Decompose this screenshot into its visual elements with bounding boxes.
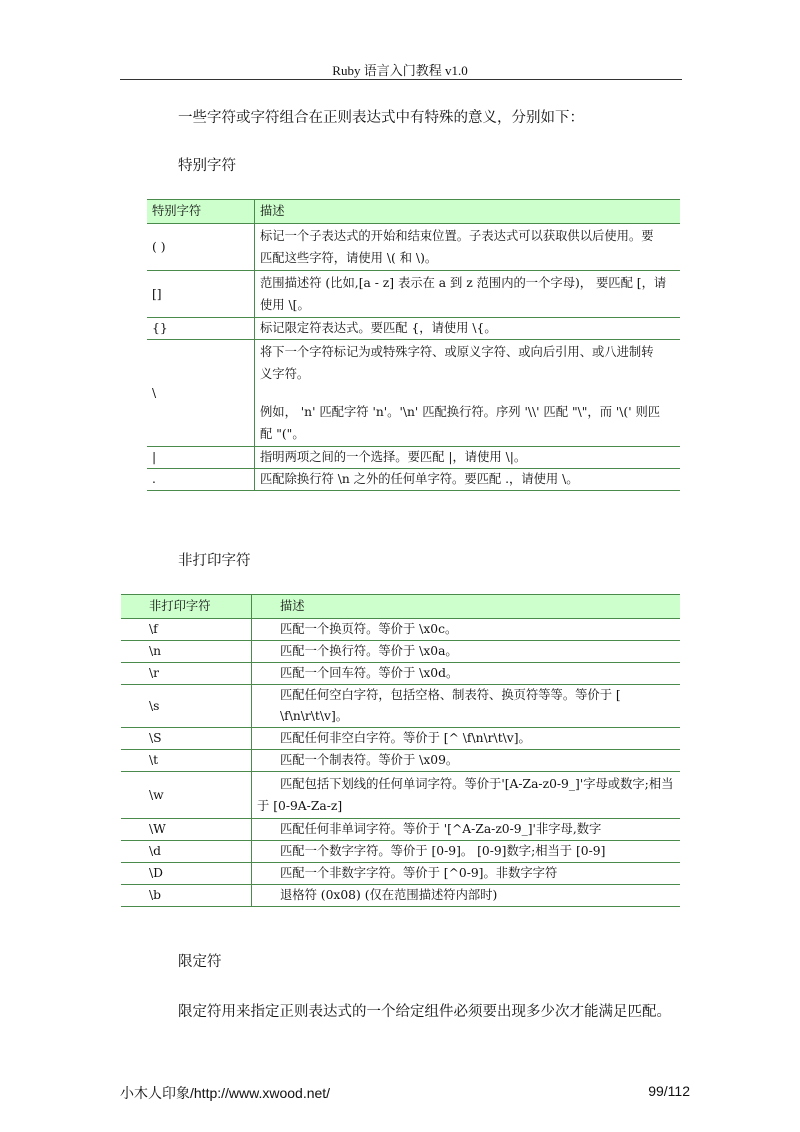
desc-line: 范围描述符 (比如,[a - z] 表示在 a 到 z 范围内的一个字母)， 要匹配 [，请: [260, 276, 667, 290]
char-cell: \t: [121, 750, 252, 772]
desc-cell: [252, 772, 681, 819]
desc-line: 使用 \[。: [260, 298, 310, 312]
footer-site-link: 小木人印象/http://www.xwood.net/: [120, 1085, 331, 1101]
section-title-quantifiers: 限定符: [178, 954, 222, 970]
desc-line: 标记一个子表达式的开始和结束位置。子表达式可以获取供以后使用。要: [260, 229, 654, 243]
table-row: [121, 619, 680, 641]
desc-cell: 匹配一个换行符。等价于 \x0a。: [252, 641, 681, 663]
char-cell: \S: [121, 728, 252, 750]
table-row: [121, 885, 680, 907]
desc-cell: 匹配任何空白字符，包括空格、制表符、换页符等等。等价于 [ \f\n\r\t\v]。: [252, 685, 681, 728]
desc-line: 匹配包括下划线的任何单词字符。等价于'[A-Za-z0-9_]'字母或数字;相当: [280, 777, 674, 791]
desc-cell: 匹配一个回车符。等价于 \x0d。: [252, 663, 681, 685]
desc-line: 例如， 'n' 匹配字符 'n'。'\n' 匹配换行符。序列 '\\' 匹配 "\"，而 '\(' 则匹: [260, 405, 661, 419]
section-title-special-chars: 特别字符: [178, 158, 236, 174]
desc-cell: 匹配除换行符 \n 之外的任何单字符。要匹配 .，请使用 \。: [255, 469, 681, 491]
desc-cell: 退格符 (0x08) (仅在范围描述符内部时): [252, 885, 681, 907]
char-cell: \: [147, 340, 255, 447]
table-row: [121, 841, 680, 863]
char-cell: \r: [121, 663, 252, 685]
desc-cell: 匹配一个数字字符。等价于 [0-9]。 [0-9]数字;相当于 [0-9]: [252, 841, 681, 863]
desc-line: 义字符。: [260, 367, 310, 381]
table-row: [147, 318, 680, 340]
table-row: [147, 271, 680, 318]
column-header-char: 特别字符: [147, 200, 255, 224]
table-header-row: [147, 200, 680, 224]
table-row: [121, 772, 680, 819]
desc-line: 于 [0-9A-Za-z]: [257, 799, 343, 813]
paragraph-gap: [260, 385, 675, 401]
table-row: [121, 819, 680, 841]
char-cell: |: [147, 447, 255, 469]
char-cell: ( ): [147, 224, 255, 271]
table-row: [121, 750, 680, 772]
char-cell: \w: [121, 772, 252, 819]
char-cell: \W: [121, 819, 252, 841]
table-row: [147, 447, 680, 469]
desc-line: 匹配这些字符，请使用 \( 和 \)。: [260, 251, 438, 265]
page-header-title: Ruby 语言入门教程 v1.0: [332, 63, 468, 78]
column-header-char: 非打印字符: [121, 595, 252, 619]
char-cell: \D: [121, 863, 252, 885]
desc-cell: 匹配任何非空白字符。等价于 [^ \f\n\r\t\v]。: [252, 728, 681, 750]
desc-cell: 匹配任何非单词字符。等价于 '[^A-Za-z0-9_]'非字母,数字: [252, 819, 681, 841]
table-row: [121, 863, 680, 885]
section-title-nonprinting-chars: 非打印字符: [178, 553, 251, 569]
desc-cell: 匹配一个非数字字符。等价于 [^0-9]。非数字字符: [252, 863, 681, 885]
char-cell: {}: [147, 318, 255, 340]
desc-cell: [255, 224, 681, 271]
table-row: [121, 728, 680, 750]
desc-line: 配 "("。: [260, 427, 305, 441]
desc-cell: 标记限定符表达式。要匹配 {，请使用 \{。: [255, 318, 681, 340]
quantifier-paragraph: 限定符用来指定正则表达式的一个给定组件必须要出现多少次才能满足匹配。: [178, 1004, 671, 1020]
desc-cell: 匹配一个换页符。等价于 \x0c。: [252, 619, 681, 641]
intro-paragraph: 一些字符或字符组合在正则表达式中有特殊的意义，分别如下：: [178, 110, 584, 126]
char-cell: []: [147, 271, 255, 318]
table-row: [121, 663, 680, 685]
char-cell: \d: [121, 841, 252, 863]
table-row: [147, 224, 680, 271]
char-cell: \n: [121, 641, 252, 663]
nonprinting-chars-table: [121, 594, 680, 907]
table-header-row: [121, 595, 680, 619]
special-chars-table: [147, 199, 680, 491]
column-header-desc: 描述: [255, 200, 681, 224]
table-row: [121, 641, 680, 663]
header-rule: [120, 79, 682, 80]
desc-cell: [255, 271, 681, 318]
char-cell: \b: [121, 885, 252, 907]
table-row: [121, 685, 680, 728]
desc-cell: [255, 340, 681, 447]
table-row: [147, 340, 680, 447]
char-cell: \s: [121, 685, 252, 728]
column-header-desc: 描述: [252, 595, 681, 619]
desc-cell: 指明两项之间的一个选择。要匹配 |，请使用 \|。: [255, 447, 681, 469]
char-cell: \f: [121, 619, 252, 641]
footer-page-number: 99/112: [648, 1083, 690, 1099]
table-row: [147, 469, 680, 491]
desc-line: 将下一个字符标记为或特殊字符、或原义字符、或向后引用、或八进制转: [260, 345, 654, 359]
char-cell: .: [147, 469, 255, 491]
desc-cell: 匹配一个制表符。等价于 \x09。: [252, 750, 681, 772]
